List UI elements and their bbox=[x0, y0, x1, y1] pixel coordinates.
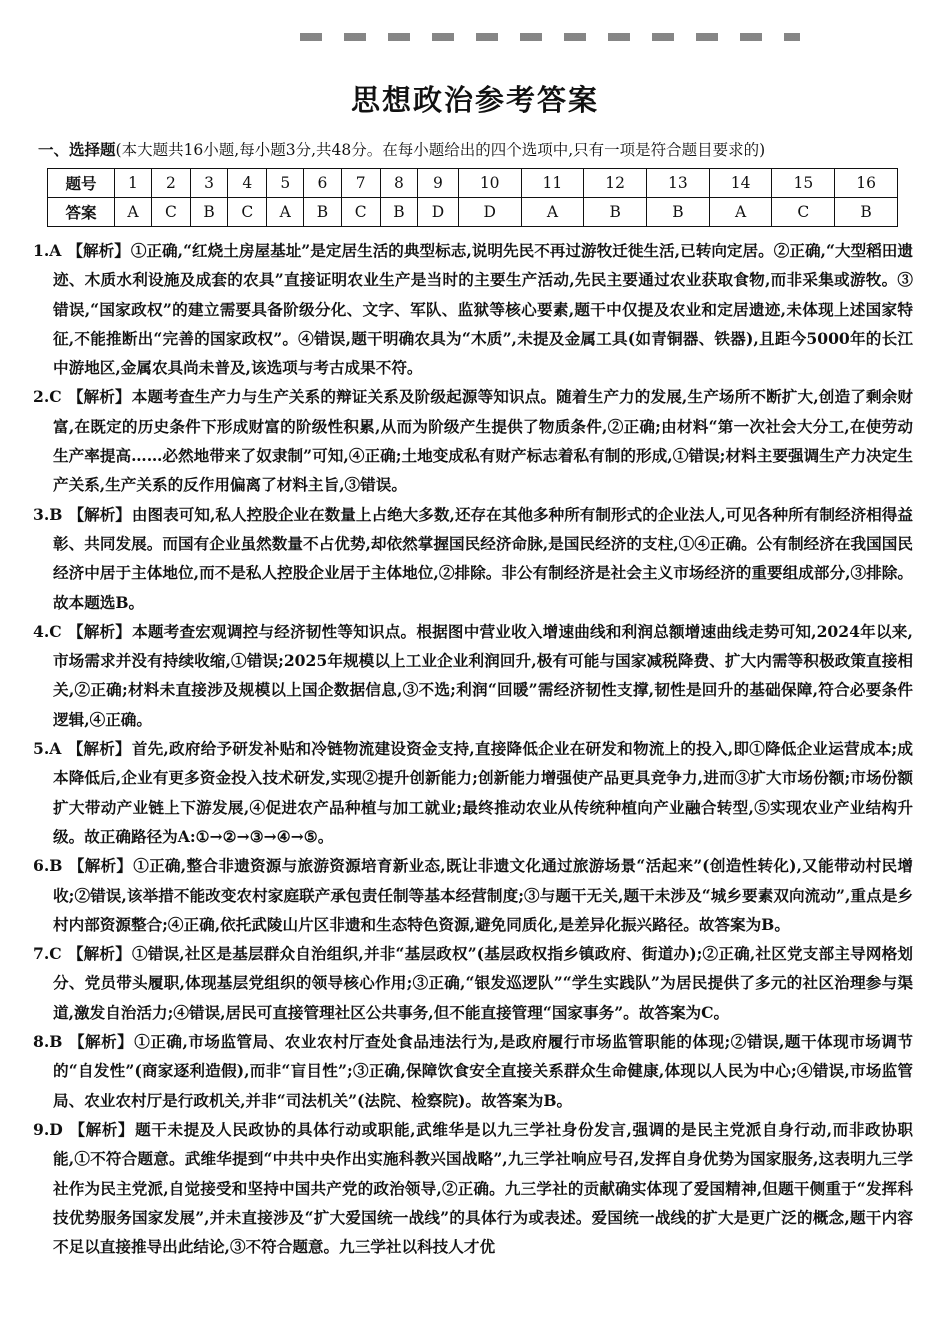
question-number-cell: 9 bbox=[418, 169, 459, 198]
question-number-cell: 7 bbox=[341, 169, 380, 198]
explanation-answer: C bbox=[49, 621, 62, 641]
question-number-cell: 2 bbox=[151, 169, 190, 198]
explanation-text: 题干未提及人民政协的具体行动或职能,武维华是以九三学社身份发言,强调的是民主党派自身行动,而非政协职能,①不符合题意。武维华提到“中共中央作出实施科教兴国战略”,九三学社响应号召,发挥自身优势为国家服务,这表明九三学社作为民主党派,自觉接受和坚持中国共产党的政治领导,②正确。九三学社的贡献确实体现了爱国精神,但题干侧重于“发挥科技优势服务国家发展”,并未直接涉及“扩大爱国统一战线”的具体行为或表述。爱国统一战线的扩大是更广泛的概念,题干内容不足以直接推导出此结论,③不符合题意。九三学社以科技人才优 bbox=[53, 1119, 913, 1257]
answer-cell: B bbox=[380, 198, 417, 227]
explanation-answer: B bbox=[49, 1032, 63, 1052]
explanation-number: 3. bbox=[33, 504, 50, 524]
question-number-cell: 12 bbox=[584, 169, 647, 198]
explanation-item bbox=[33, 1027, 913, 1115]
explanation-list bbox=[33, 236, 913, 1298]
row-label-answer: 答案 bbox=[48, 198, 115, 227]
answer-cell: A bbox=[115, 198, 152, 227]
answer-row bbox=[48, 198, 898, 227]
explanation-answer: B bbox=[49, 504, 63, 524]
answer-cell: A bbox=[521, 198, 584, 227]
page-title: 思想政治参考答案 bbox=[350, 83, 599, 117]
explanation-item bbox=[33, 382, 913, 499]
explanation-number: 1. bbox=[33, 241, 50, 260]
explanation-number: 5. bbox=[33, 739, 50, 759]
explanation-text: 首先,政府给予研发补贴和冷链物流建设资金支持,直接降低企业在研发和物流上的投入,即①降低企业运营成本;成本降低后,企业有更多资金投入技术研发,实现②提升创新能力;创新能力增强使产品更具竞争力,进而③扩大市场份额;市场份额扩大带动产业链上下游发展,④促进农产品种植与加工就业;最终推动农业从传统种植向产业融合转型,⑤实现农业产业结构升级。故正确路径为A:①→②→③→④→⑤。 bbox=[53, 739, 913, 846]
question-number-cell: 5 bbox=[267, 169, 304, 198]
explanation-text: ①正确,整合非遗资源与旅游资源培育新业态,既让非遗文化通过旅游场景“活起来”(创造性转化),又能带动村民增收;②错误,该举措不能改变农村家庭联产承包责任制等基本经营制度;③与题干无关,题干未涉及“城乡要素双向流动”,重点是乡村内部资源整合;④正确,依托武陵山片区非遗和生态特色资源,避免同质化,是差异化振兴路径。故答案为B。 bbox=[53, 856, 913, 934]
explanation-number: 4. bbox=[33, 621, 50, 641]
answer-cell: B bbox=[647, 198, 710, 227]
explanation-number: 6. bbox=[33, 856, 50, 876]
question-number-cell: 3 bbox=[190, 169, 227, 198]
answer-cell: C bbox=[772, 198, 835, 227]
row-label-number: 题号 bbox=[48, 169, 115, 198]
explanation-answer: C bbox=[49, 387, 62, 407]
explanation-number: 8. bbox=[33, 1032, 50, 1052]
question-number-cell: 4 bbox=[228, 169, 267, 198]
explanation-tag: 【解析】 bbox=[67, 241, 130, 260]
question-number-cell: 16 bbox=[835, 169, 898, 198]
question-number-cell: 10 bbox=[458, 169, 521, 198]
explanation-number: 2. bbox=[33, 387, 50, 407]
explanation-tag: 【解析】 bbox=[68, 1119, 135, 1139]
explanation-answer: A bbox=[49, 739, 62, 759]
answer-cell: C bbox=[228, 198, 267, 227]
explanation-tag: 【解析】 bbox=[67, 387, 131, 407]
question-number-cell: 1 bbox=[115, 169, 152, 198]
question-number-cell: 14 bbox=[709, 169, 772, 198]
answer-cell: B bbox=[190, 198, 227, 227]
answer-cell: D bbox=[458, 198, 521, 227]
explanation-item bbox=[33, 851, 913, 939]
question-number-cell: 8 bbox=[380, 169, 417, 198]
explanation-item bbox=[33, 734, 913, 851]
explanation-text: ①正确,“红烧土房屋基址”是定居生活的典型标志,说明先民不再过游牧迁徙生活,已转向定居。②正确,“大型稻田遗迹、木质水利设施及成套的农具”直接证明农业生产是当时的主要生产活动,先民主要通过农业获取食物,而非采集或游牧。③错误,“国家政权”的建立需要具备阶级分化、文字、军队、监狱等核心要素,题干中仅提及农业和定居遗迹,未体现上述国家特征,不能推断出“完善的国家政权”。④错误,题干明确农具为“木质”,未提及金属工具(如青铜器、铁器),且距今5000年的长江中游地区,金属农具尚未普及,该选项与考古成果不符。 bbox=[53, 241, 913, 378]
explanation-tag: 【解析】 bbox=[67, 739, 131, 759]
explanation-number: 9. bbox=[33, 1119, 50, 1139]
question-number-cell: 13 bbox=[647, 169, 710, 198]
answer-cell: C bbox=[341, 198, 380, 227]
answer-cell: A bbox=[267, 198, 304, 227]
explanation-answer: A bbox=[49, 241, 62, 260]
answer-cell: D bbox=[418, 198, 459, 227]
explanation-tag: 【解析】 bbox=[68, 856, 133, 876]
answer-cell: B bbox=[584, 198, 647, 227]
explanation-tag: 【解析】 bbox=[67, 944, 131, 964]
section-title: 一、选择题 bbox=[38, 140, 116, 159]
explanation-text: 由图表可知,私人控股企业在数量上占绝大多数,还存在其他多种所有制形式的企业法人,可见各种所有制经济相得益彰、共同发展。而国有企业虽然数量不占优势,却依然掌握国民经济命脉,是国民经济的支柱,①④正确。公有制经济在我国国民经济中居于主体地位,而不是私人控股企业居于主体地位,②排除。非公有制经济是社会主义市场经济的重要组成部分,③排除。故本题选B。 bbox=[53, 504, 913, 612]
explanation-tag: 【解析】 bbox=[68, 504, 131, 524]
question-number-cell: 15 bbox=[772, 169, 835, 198]
question-number-cell: 6 bbox=[304, 169, 341, 198]
explanation-answer: D bbox=[49, 1119, 63, 1139]
answer-cell: A bbox=[709, 198, 772, 227]
answer-cell: C bbox=[151, 198, 190, 227]
answer-table bbox=[47, 168, 898, 227]
section-note: (本大题共16小题,每小题3分,共48分。在每小题给出的四个选项中,只有一项是符合题目要求的) bbox=[115, 141, 766, 159]
explanation-text: ①错误,社区是基层群众自治组织,并非“基层政权”(基层政权指乡镇政府、街道办);②正确,社区党支部主导网格划分、党员带头履职,体现基层党组织的领导核心作用;③正确,“银发巡逻队”“学生实践队”为居民提供了多元的社区治理参与渠道,激发自治活力;④错误,居民可直接管理社区公共事务,但不能直接管理“国家事务”。故答案为C。 bbox=[53, 944, 913, 1022]
explanation-text: ①正确,市场监管局、农业农村厅查处食品违法行为,是政府履行市场监管职能的体现;②错误,题干体现市场调节的“自发性”(商家逐利造假),而非“盲目性”;③正确,保障饮食安全直接关系群众生命健康,体现以人民为中心;④错误,市场监管局、农业农村厅是行政机关,并非“司法机关”(法院、检察院)。故答案为B。 bbox=[53, 1032, 913, 1110]
explanation-item bbox=[33, 939, 913, 1027]
explanation-item bbox=[33, 236, 913, 382]
explanation-text: 本题考查生产力与生产关系的辩证关系及阶级起源等知识点。随着生产力的发展,生产场所不断扩大,创造了剩余财富,在既定的历史条件下形成财富的阶级性积累,从而为阶级产生提供了物质条件,②正确;由材料“第一次社会大分工,在使劳动生产率提高……必然地带来了奴隶制”可知,④正确;土地变成私有财产标志着私有制的形成,①错误;材料主要强调生产力决定生产关系,生产关系的反作用偏离了材料主旨,③错误。 bbox=[53, 387, 913, 495]
explanation-item bbox=[33, 500, 913, 617]
cropped-header-strip bbox=[300, 33, 800, 45]
explanation-item bbox=[33, 1115, 913, 1261]
explanation-item bbox=[33, 617, 913, 734]
explanation-tag: 【解析】 bbox=[68, 1032, 134, 1052]
section-heading bbox=[38, 138, 765, 160]
answer-cell: B bbox=[304, 198, 341, 227]
explanation-number: 7. bbox=[33, 944, 50, 964]
question-number-cell: 11 bbox=[521, 169, 584, 198]
explanation-text: 本题考查宏观调控与经济韧性等知识点。根据图中营业收入增速曲线和利润总额增速曲线走势可知,2024年以来,市场需求并没有持续收缩,①错误;2025年规模以上工业企业利润回升,极有可能与国家减税降费、扩大内需等积极政策直接相关,②正确;材料未直接涉及规模以上国企数据信息,③不选;利润“回暖”需经济韧性支撑,韧性是回升的基础保障,符合必要条件逻辑,④正确。 bbox=[53, 621, 913, 729]
explanation-tag: 【解析】 bbox=[67, 621, 132, 641]
question-number-row bbox=[48, 169, 898, 198]
answer-cell: B bbox=[835, 198, 898, 227]
explanation-answer: B bbox=[49, 856, 63, 876]
explanation-answer: C bbox=[49, 944, 62, 964]
